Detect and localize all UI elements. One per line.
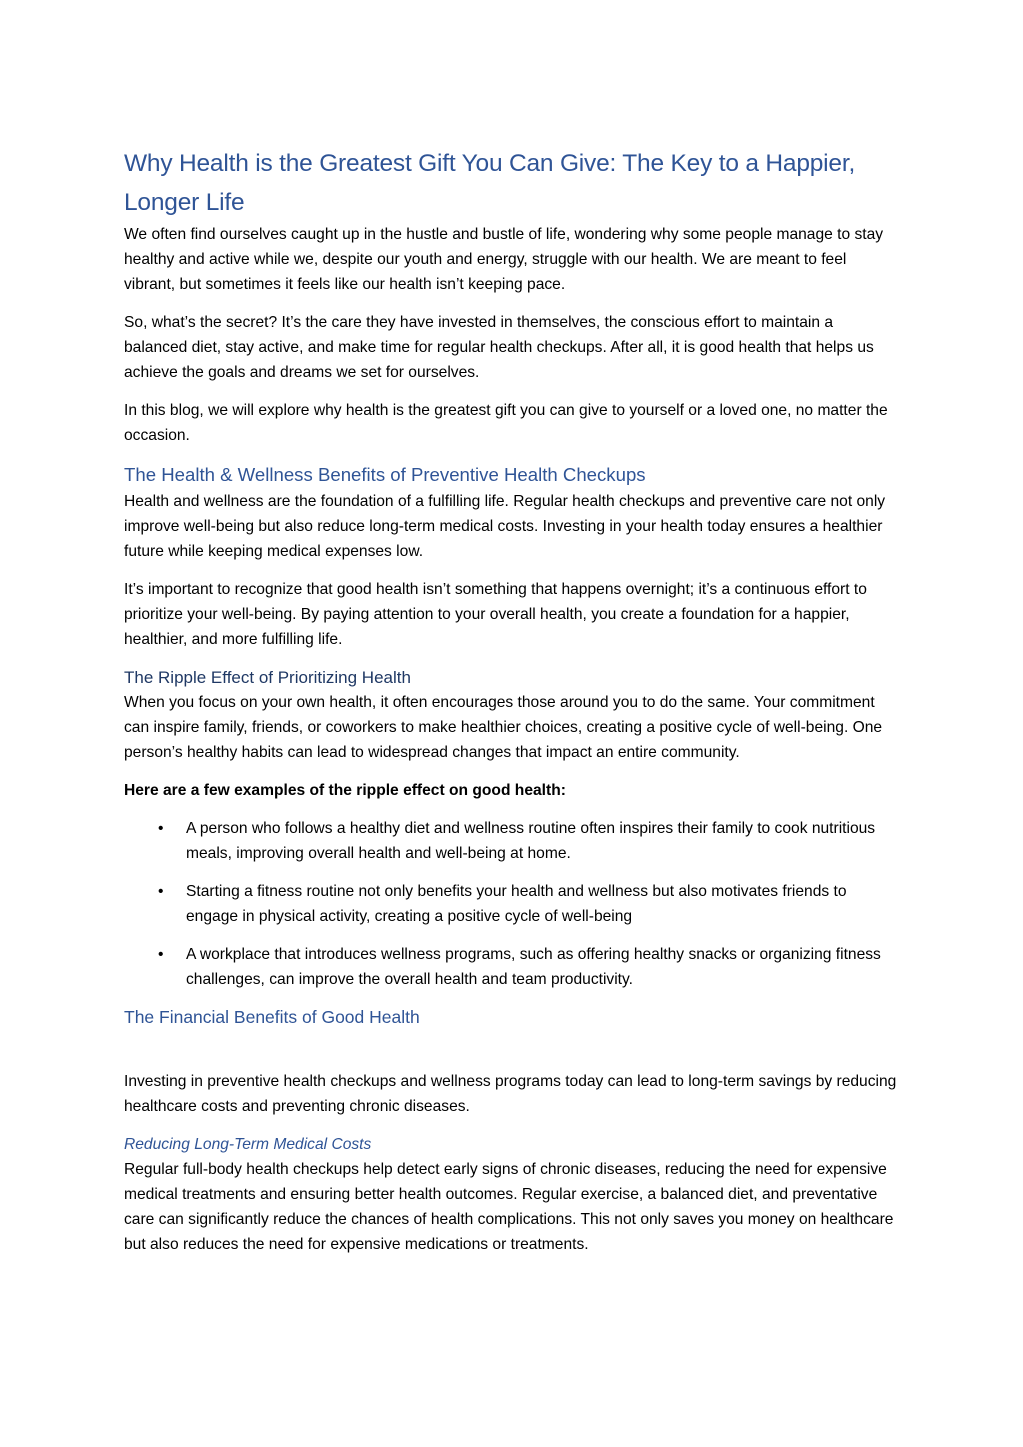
bullet-icon: • (158, 883, 164, 900)
list-item (124, 816, 900, 866)
section-heading-ripple-effect: The Ripple Effect of Prioritizing Health (124, 668, 411, 687)
ripple-effect-list (124, 816, 900, 992)
subheading-medical-costs: Reducing Long-Term Medical Costs (124, 1136, 372, 1153)
section1-paragraph-1: Health and wellness are the foundation of a fulfilling life. Regular health checkups and preventive care not only improve well-being but also reduce long-term medical costs. Investing in your health today ensures a healthier future while keeping medical expenses low. (124, 493, 886, 560)
intro-paragraph-2: So, what’s the secret? It’s the care they have invested in themselves, the conscious effort to maintain a balanced diet, stay active, and make time for regular health checkups. After all, it is good health that helps us achieve the goals and dreams we set for ourselves. (124, 314, 874, 381)
intro-paragraph-1: We often find ourselves caught up in the hustle and bustle of life, wondering why some people manage to stay healthy and active while we, despite our youth and energy, struggle with our health. We are meant to feel vibrant, but sometimes it feels like our health isn’t keeping pace. (124, 226, 884, 293)
section1-paragraph-2: It’s important to recognize that good health isn’t something that happens overnight; it’s a continuous effort to prioritize your well-being. By paying attention to your overall health, you create a foundation for a happier, healthier, and more fulfilling life. (124, 581, 867, 648)
list-item-text: A workplace that introduces wellness programs, such as offering healthy snacks or organizing fitness challenges, can improve the overall health and team productivity. (186, 946, 881, 988)
section3-paragraph: Investing in preventive health checkups and wellness programs today can lead to long-term savings by reducing healthcare costs and preventing chronic diseases. (124, 1073, 897, 1115)
intro-paragraph-3: In this blog, we will explore why health is the greatest gift you can give to yourself or a loved one, no matter the occasion. (124, 402, 888, 444)
list-item-text: Starting a fitness routine not only benefits your health and wellness but also motivates friends to engage in physical activity, creating a positive cycle of well-being (186, 883, 847, 925)
list-intro: Here are a few examples of the ripple effect on good health: (124, 782, 566, 799)
page-title: Why Health is the Greatest Gift You Can Give: The Key to a Happier, Longer Life (124, 150, 856, 216)
spacer (124, 1030, 900, 1069)
section-heading-financial-benefits: The Financial Benefits of Good Health (124, 1007, 420, 1027)
section-heading-preventive-checkups: The Health & Wellness Benefits of Preventive Health Checkups (124, 464, 646, 485)
document-page (124, 144, 900, 1270)
list-item (124, 879, 900, 929)
bullet-icon: • (158, 946, 164, 963)
section3-sub-paragraph: Regular full-body health checkups help detect early signs of chronic diseases, reducing the need for expensive medical treatments and ensuring better health outcomes. Regular exercise, a balanced diet, and preventative care can significantly reduce the chances of health complications. This not only saves you money on healthcare but also reduces the need for expensive medications or treatments. (124, 1161, 894, 1253)
bullet-icon: • (158, 820, 164, 837)
section2-paragraph: When you focus on your own health, it often encourages those around you to do the same. Your commitment can inspire family, friends, or coworkers to make healthier choices, creating a positive cycle of well-being. One person’s healthy habits can lead to widespread changes that impact an entire community. (124, 694, 883, 761)
list-item-text: A person who follows a healthy diet and wellness routine often inspires their family to cook nutritious meals, improving overall health and well-being at home. (186, 820, 876, 862)
list-item (124, 942, 900, 992)
